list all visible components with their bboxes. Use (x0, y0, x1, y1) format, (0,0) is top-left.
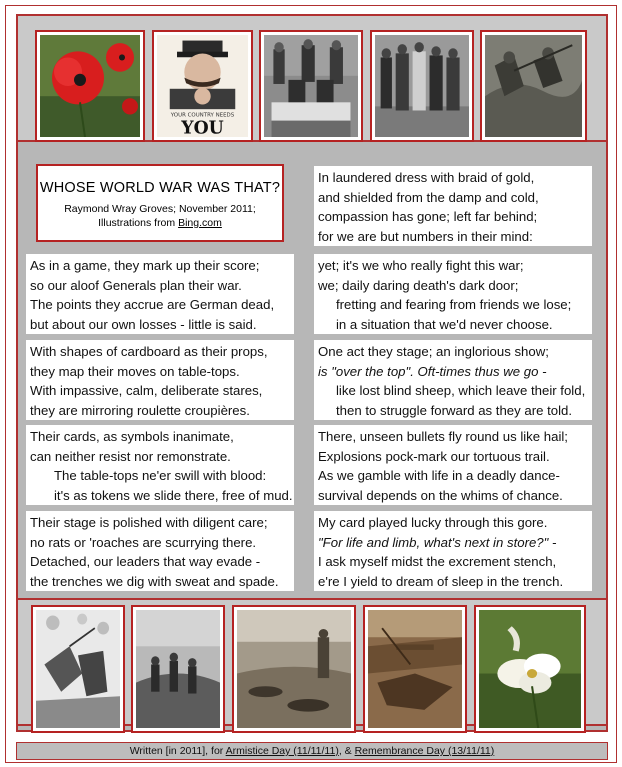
poem-line: then to struggle forward as they are told. (336, 402, 573, 418)
poem-line: As we gamble with life in a deadly dance- (318, 468, 560, 484)
poem-line: they map their moves on table-tops. (30, 363, 240, 379)
recruiting-poster-icon (157, 35, 248, 137)
white-poppy-image (474, 605, 586, 733)
poem-line: e're I yield to dream of sleep in the trench. (318, 573, 564, 589)
right-stanza-1 (314, 166, 592, 246)
battlefield-dead-image (232, 605, 356, 733)
battlefield-photo-icon (237, 610, 351, 728)
right-stanza-4 (314, 425, 592, 505)
poem-line: can neither resist nor remonstrate. (30, 448, 231, 464)
officers-group-image (370, 30, 474, 142)
poppies-image (35, 30, 145, 142)
poem-line: like lost blind sheep, which leave their fold, (336, 383, 586, 399)
advancing-troops-image (131, 605, 225, 733)
right-stanza-2 (314, 254, 592, 334)
trench-photo-icon (485, 35, 582, 137)
poem-line: "For life and limb, what's next in store?" - (318, 534, 557, 550)
remembrance-day-link[interactable]: Remembrance Day (13/11/11) (354, 745, 495, 757)
poem-line: they are mirroring roulette croupières. (30, 402, 250, 418)
poem-line: One act they stage; an inglorious show; (318, 344, 549, 359)
poem-line: Explosions pock-mark our tortuous trail. (318, 448, 550, 464)
officers-photo-icon (375, 35, 469, 137)
poem-line: I ask myself midst the excrement stench, (318, 554, 557, 570)
trench-painting-icon (368, 610, 462, 728)
white-poppy-icon (479, 610, 581, 728)
trench-soldiers-image (480, 30, 587, 142)
bing-link[interactable]: Bing.com (178, 217, 222, 229)
poem-line: In laundered dress with braid of gold, (318, 170, 535, 185)
poem-line: no rats or 'roaches are scurrying there. (30, 534, 257, 550)
poem-line: and shielded from the damp and cold, (318, 189, 539, 205)
poem-line: My card played lucky through this gore. (318, 515, 548, 530)
left-stanza-3 (26, 425, 294, 505)
battle-charge-image (31, 605, 125, 733)
poem-line: but about our own losses - little is said. (30, 316, 257, 332)
generals-photo-icon (264, 35, 358, 137)
armistice-day-link[interactable]: Armistice Day (11/11/11) (225, 745, 339, 757)
poem-line: is "over the top". Oft-times thus we go - (318, 363, 547, 379)
right-stanza-3 (314, 340, 592, 420)
poem-line: fretting and fearing from friends we lose; (336, 297, 572, 313)
trench-mud-image (363, 605, 467, 733)
author-date: Raymond Wray Groves; November 2011; (64, 203, 256, 215)
poem-line: The table-tops ne'er swill with blood: (54, 468, 267, 484)
poem-line: With shapes of cardboard as their props, (30, 344, 268, 359)
poem-line: compassion has gone; left far behind; (318, 209, 538, 225)
left-stanza-2 (26, 340, 294, 420)
poem-line: in a situation that we'd never choose. (336, 316, 553, 332)
poem-line: The points they accrue are German dead, (30, 297, 275, 313)
poem-byline (38, 202, 282, 230)
left-stanza-4 (26, 511, 294, 591)
poem-line: Their stage is polished with diligent care; (30, 515, 268, 530)
poem-line: yet; it's we who really fight this war; (318, 258, 524, 273)
poem-line: it's as tokens we slide there, free of mud. (54, 487, 293, 503)
troops-photo-icon (136, 610, 220, 728)
battle-illustration-icon (36, 610, 120, 728)
poppy-icon (40, 35, 140, 137)
poem-line: There, unseen bullets fly round us like hail; (318, 429, 568, 444)
poem-title-box (36, 164, 284, 242)
poem-line: the trenches we dig with sweat and spade. (30, 573, 279, 589)
generals-table-image (259, 30, 363, 142)
svg-text:YOU: YOU (181, 118, 224, 137)
footer-note: Written [in 2011], for Armistice Day (11/11/11), & Remembrance Day (13/11/11) (16, 742, 608, 760)
poem-line: for we are but numbers in their mind: (318, 228, 533, 244)
poem-line: As in a game, they mark up their score; (30, 258, 260, 273)
illustrations-credit: Illustrations from Bing.com (98, 217, 222, 229)
poem-line: survival depends on the whims of chance. (318, 487, 563, 503)
poem-line: we; daily daring death's dark door; (318, 277, 519, 293)
poem-line: so our aloof Generals plan their war. (30, 277, 242, 293)
left-stanza-1 (26, 254, 294, 334)
poem-title: WHOSE WORLD WAR WAS THAT? (39, 180, 281, 196)
poem-line: Their cards, as symbols inanimate, (30, 429, 234, 444)
kitchener-poster-image (152, 30, 253, 142)
right-stanza-5 (314, 511, 592, 591)
poem-line: Detached, our leaders that way evade - (30, 554, 261, 570)
svg-text:YOUR COUNTRY NEEDS: YOUR COUNTRY NEEDS (170, 112, 235, 119)
poem-line: With impassive, calm, deliberate stares, (30, 383, 263, 399)
